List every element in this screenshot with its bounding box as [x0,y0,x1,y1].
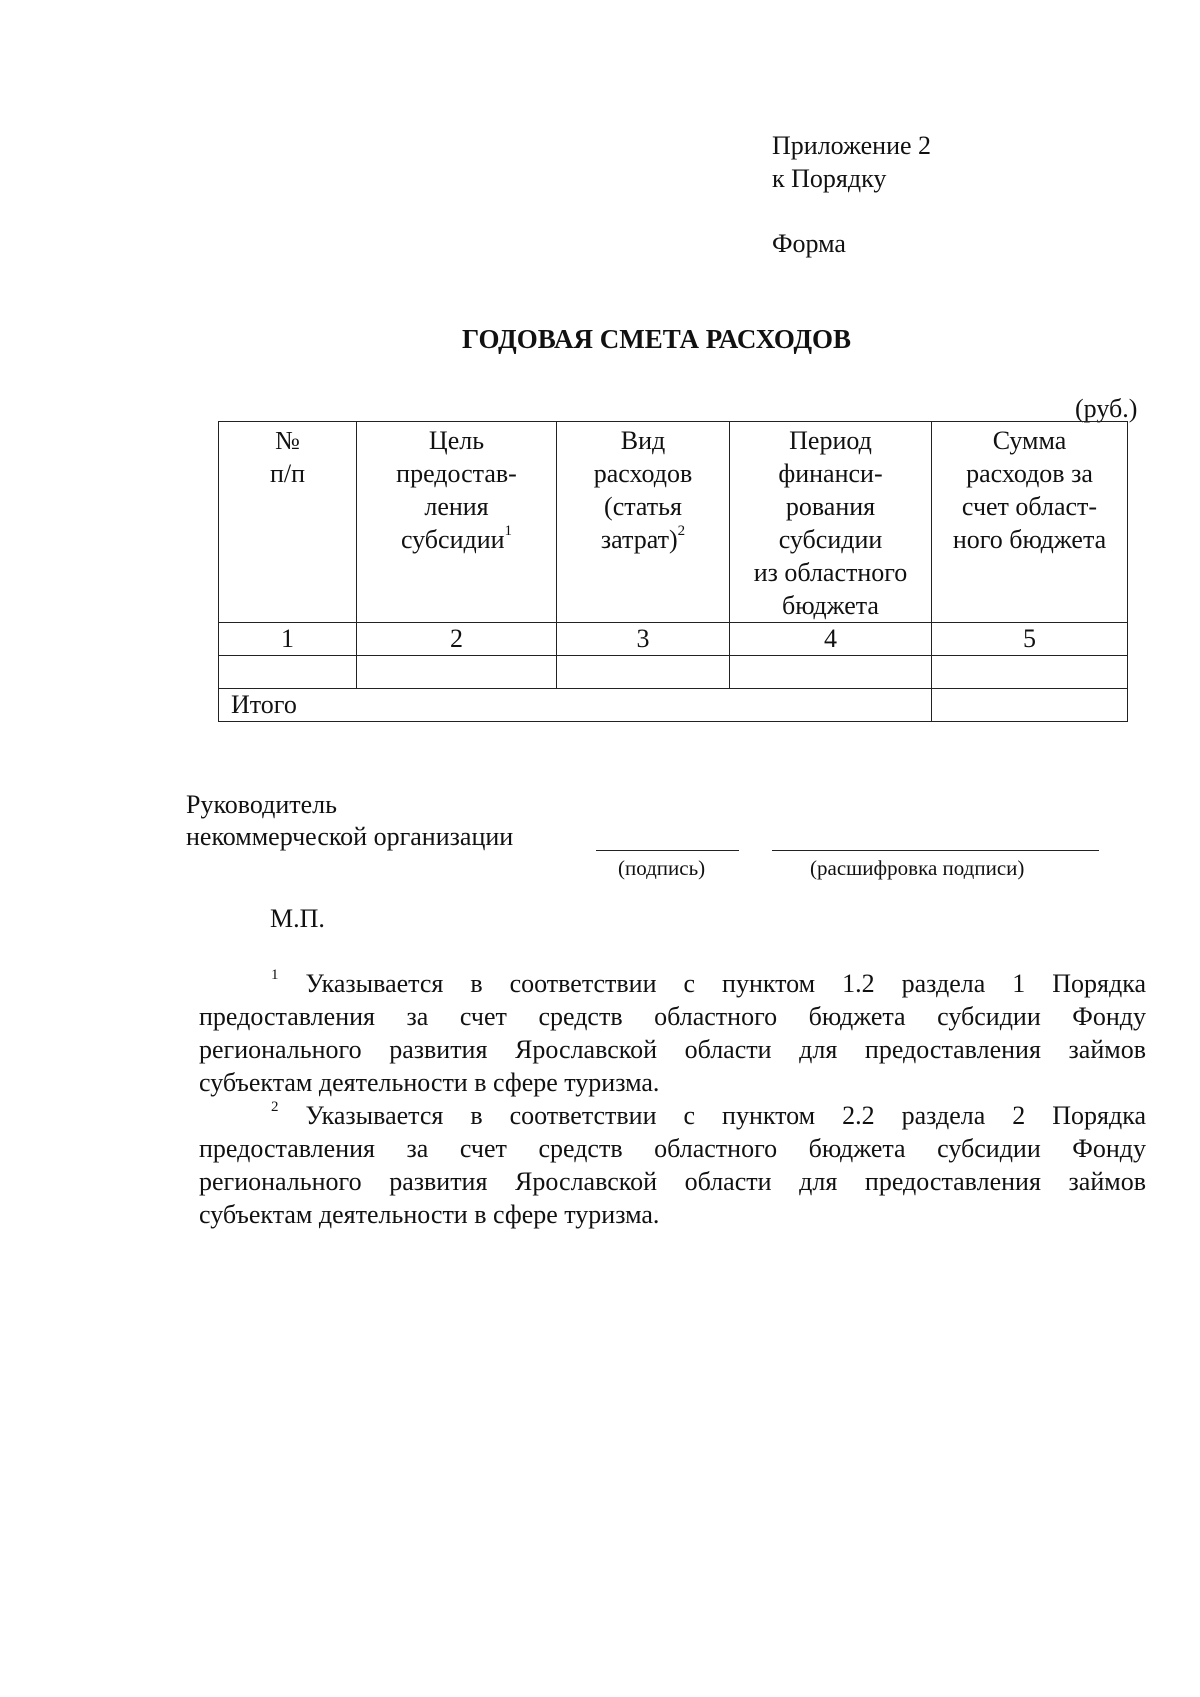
form-label: Форма [772,229,846,258]
column-header-text: № п/п [269,426,306,488]
table-cell[interactable] [730,656,932,689]
signature-decoding-caption: (расшифровка подписи) [810,856,1025,880]
column-number: 4 [730,623,932,656]
footnote-line [199,967,1146,1000]
column-header [219,422,357,623]
estimate-table [218,421,1128,722]
footnote-text: Указывается в соответствии с пунктом 1.2 раздела 1 Порядка [305,969,1146,998]
footnote-line: регионального развития Ярославской области для предоставления займов [199,1167,1146,1196]
column-header-footnote-mark: 1 [504,523,513,540]
footnote-line: предоставления за счет средств областного бюджета субсидии Фонду [199,1002,1146,1031]
total-value-cell[interactable] [932,689,1128,722]
footnote [199,1099,1146,1231]
table-cell[interactable] [932,656,1128,689]
footnote-line: регионального развития Ярославской области для предоставления займов [199,1035,1146,1064]
document-title: ГОДОВАЯ СМЕТА РАСХОДОВ [462,324,852,354]
table-header-row [219,422,1128,623]
signature-decoding-line[interactable] [772,850,1099,851]
table-row [219,656,1128,689]
appendix-label: Приложение 2 [772,131,932,160]
column-header-text: Цель предостав- ления субсидии [396,426,517,554]
column-number: 1 [219,623,357,656]
order-reference: к Порядку [772,164,887,193]
column-number: 2 [357,623,557,656]
table-cell[interactable] [357,656,557,689]
table-cell[interactable] [557,656,730,689]
signature-line[interactable] [596,850,739,851]
column-header-footnote-mark: 2 [677,523,686,540]
stamp-placeholder: М.П. [270,904,325,933]
column-number-row [219,623,1128,656]
column-header-text: Период финанси- рования субсидии из областного бюджета [753,426,908,620]
column-header-text: Вид расходов (статья затрат) [593,426,693,554]
footnote-mark: 2 [271,1099,279,1116]
signature-caption: (подпись) [618,856,706,880]
footnote-line: субъектам деятельности в сфере туризма. [199,1200,660,1229]
column-header [730,422,932,623]
column-header [932,422,1128,623]
total-row [219,689,1128,722]
table-cell[interactable] [219,656,357,689]
footnote [199,967,1146,1099]
footnote-line: субъектам деятельности в сфере туризма. [199,1068,660,1097]
column-header-text: Сумма расходов за счет област- ного бюджета [952,426,1107,554]
unit-label: (руб.) [1075,394,1138,423]
column-number: 3 [557,623,730,656]
footnote-mark: 1 [271,967,279,984]
column-header [557,422,730,623]
signatory-role-line2: некоммерческой организации [186,822,514,851]
signatory-role-line1: Руководитель [186,790,337,819]
footnote-text: Указывается в соответствии с пунктом 2.2 раздела 2 Порядка [305,1101,1146,1130]
total-label: Итого [219,689,932,722]
footnote-line: предоставления за счет средств областного бюджета субсидии Фонду [199,1134,1146,1163]
column-number: 5 [932,623,1128,656]
column-header [357,422,557,623]
footnote-line [199,1099,1146,1132]
